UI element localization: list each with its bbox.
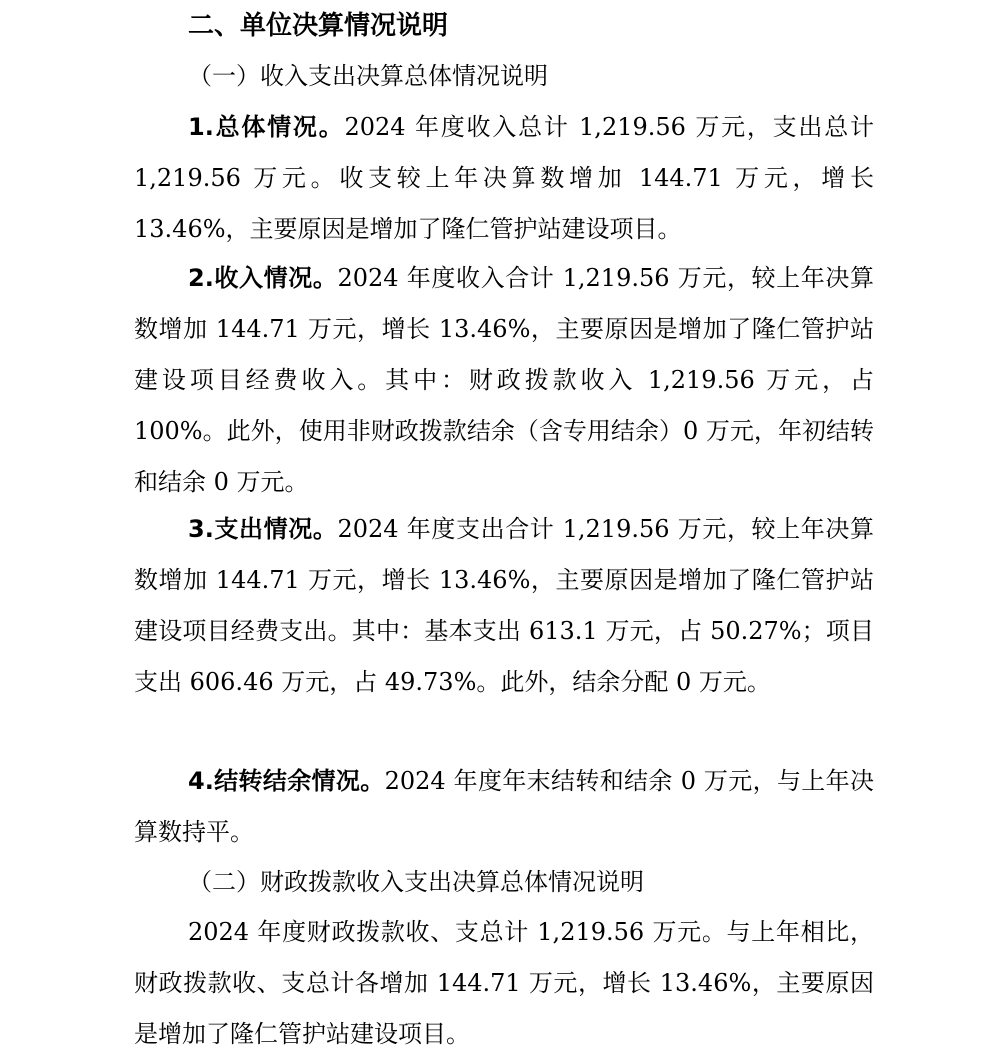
paragraph-text: 2024 年度支出合计 1,219.56 万元，较上年决算数增加 144.71 万元，增长 13.46%，主要原因是增加了隆仁管护站建设项目经费支出。其中：基本支出 613.1 万元，占 50.27%；项目支出 606.46 万元，占 49.73%。此外，结余分配 0 万元。 bbox=[134, 515, 874, 696]
subsection-title-1: （一）收入支出决算总体情况说明 bbox=[188, 62, 548, 90]
paragraph-text: 2024 年度收入总计 1,219.56 万元，支出总计 1,219.56 万元。收支较上年决算数增加 144.71 万元，增长 13.46%，主要原因是增加了隆仁管护站建设项目。 bbox=[134, 113, 874, 243]
paragraph-text: 2024 年度收入合计 1,219.56 万元，较上年决算数增加 144.71 万元，增长 13.46%，主要原因是增加了隆仁管护站建设项目经费收入。其中：财政拨款收入 1,219.56 万元，占 100%。此外，使用非财政拨款结余（含专用结余）0 万元，年初结转和结余 0 万元。 bbox=[134, 264, 874, 496]
paragraph-balance bbox=[134, 756, 874, 858]
paragraph-text: 2024 年度年末结转和结余 0 万元，与上年决算数持平。 bbox=[134, 767, 874, 846]
subsection-title-2: （二）财政拨款收入支出决算总体情况说明 bbox=[188, 868, 644, 896]
section-heading: 二、单位决算情况说明 bbox=[188, 11, 449, 41]
paragraph-income bbox=[134, 253, 874, 508]
paragraph-label: 1.总体情况。 bbox=[188, 113, 345, 141]
paragraph-overall bbox=[134, 102, 874, 255]
paragraph-expenditure bbox=[134, 504, 874, 708]
paragraph-label: 3.支出情况。 bbox=[188, 515, 338, 543]
paragraph-label: 4.结转结余情况。 bbox=[188, 767, 385, 795]
paragraph-fiscal-appropriation: 2024 年度财政拨款收、支总计 1,219.56 万元。与上年相比，财政拨款收、支总计各增加 144.71 万元，增长 13.46%，主要原因是增加了隆仁管护站建设项目。 bbox=[134, 918, 874, 1048]
paragraph-label: 2.收入情况。 bbox=[188, 264, 338, 292]
